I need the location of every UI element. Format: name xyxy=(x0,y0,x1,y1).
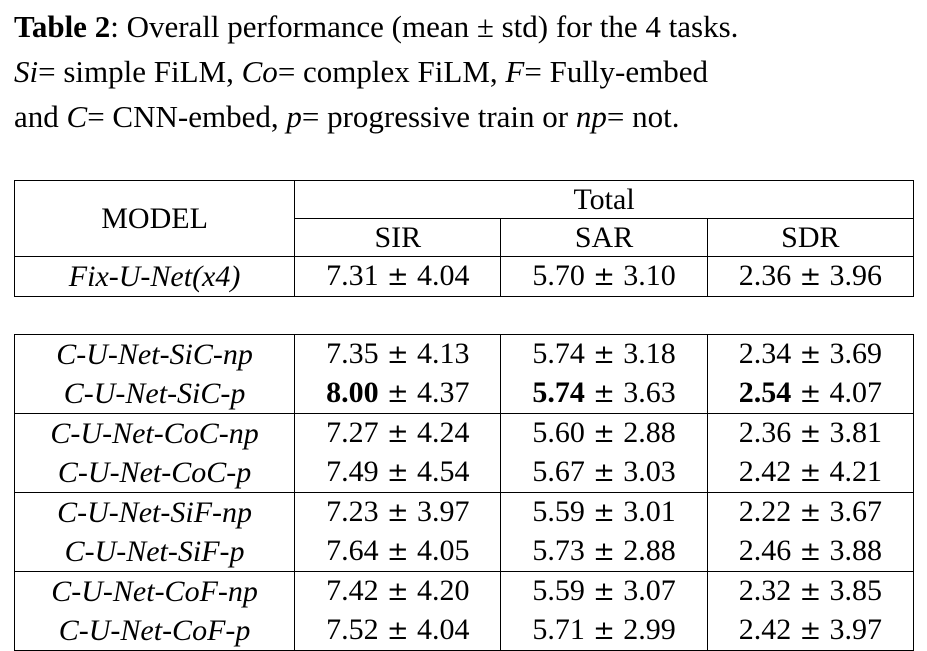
metric-cell xyxy=(501,611,707,651)
metric-std: 2.88 xyxy=(623,534,676,567)
caption-label: Table 2 xyxy=(14,9,111,44)
plus-minus-sign: ± xyxy=(791,379,830,409)
metric-std: 3.63 xyxy=(623,376,676,409)
metric-cell xyxy=(295,335,501,375)
results-table xyxy=(14,180,914,651)
metric-cell xyxy=(501,414,707,454)
model-name: C-U-Net-CoC-np xyxy=(15,414,295,454)
metric-cell xyxy=(295,493,501,533)
metric-mean: 2.36 xyxy=(738,259,792,292)
metric-std: 3.03 xyxy=(623,455,676,488)
plus-minus-sign: ± xyxy=(378,577,417,607)
metric-cell xyxy=(707,374,913,414)
metric-cell xyxy=(501,572,707,612)
metric-mean: 2.46 xyxy=(738,534,792,567)
metric-std: 4.07 xyxy=(829,376,883,409)
column-header-sar: SAR xyxy=(501,219,707,257)
table-row xyxy=(15,572,914,612)
metric-std: 3.88 xyxy=(829,534,883,567)
metric-cell xyxy=(295,257,501,297)
metric-mean: 8.00 xyxy=(326,376,379,409)
plus-minus-sign: ± xyxy=(584,537,624,567)
caption-line2-run: Co xyxy=(241,54,278,89)
metric-cell xyxy=(295,611,501,651)
plus-minus-sign: ± xyxy=(791,498,830,528)
metric-std: 3.85 xyxy=(829,574,883,607)
metric-mean: 5.59 xyxy=(532,574,585,607)
total-group-header: Total xyxy=(295,181,914,219)
model-name: Fix-U-Net(x4) xyxy=(15,257,295,297)
table-row xyxy=(15,414,914,454)
metric-cell xyxy=(707,532,913,572)
metric-mean: 7.42 xyxy=(326,574,379,607)
metric-std: 2.88 xyxy=(623,416,676,449)
caption-line3-run: and xyxy=(14,99,67,134)
metric-std: 3.10 xyxy=(623,259,676,292)
table-row xyxy=(15,493,914,533)
plus-minus-sign: ± xyxy=(791,616,830,646)
plus-minus-sign: ± xyxy=(791,262,830,292)
metric-std: 3.07 xyxy=(623,574,676,607)
caption-line3-run: p xyxy=(286,99,302,134)
metric-mean: 7.49 xyxy=(326,455,379,488)
caption-line2-run: Si xyxy=(14,54,39,89)
plus-minus-sign: ± xyxy=(791,458,830,488)
metric-cell xyxy=(707,453,913,493)
plus-minus-sign: ± xyxy=(378,262,417,292)
plus-minus-sign: ± xyxy=(584,262,624,292)
metric-std: 4.05 xyxy=(416,534,470,567)
metric-mean: 7.64 xyxy=(326,534,379,567)
caption-line2-run: F xyxy=(505,54,525,89)
plus-minus-sign: ± xyxy=(378,340,417,370)
plus-minus-sign: ± xyxy=(584,419,624,449)
plus-minus-sign: ± xyxy=(378,537,417,567)
metric-std: 3.01 xyxy=(623,495,676,528)
metric-cell xyxy=(707,611,913,651)
plus-minus-sign: ± xyxy=(584,616,624,646)
metric-mean: 2.36 xyxy=(738,416,792,449)
plus-minus-sign: ± xyxy=(584,458,624,488)
model-name: C-U-Net-SiC-p xyxy=(15,374,295,414)
metric-cell xyxy=(501,532,707,572)
metric-mean: 5.70 xyxy=(532,259,585,292)
plus-minus-sign: ± xyxy=(378,498,417,528)
model-name: C-U-Net-SiC-np xyxy=(15,335,295,375)
model-name: C-U-Net-SiF-p xyxy=(15,532,295,572)
metric-mean: 2.42 xyxy=(738,455,792,488)
caption-line3-run: C xyxy=(66,99,88,134)
metric-std: 4.24 xyxy=(416,416,470,449)
metric-mean: 2.32 xyxy=(738,574,792,607)
metric-mean: 5.71 xyxy=(532,613,585,646)
plus-minus-sign: ± xyxy=(584,577,624,607)
metric-cell xyxy=(501,374,707,414)
section-gap-cell xyxy=(15,297,914,335)
metric-mean: 5.73 xyxy=(532,534,585,567)
metric-cell xyxy=(295,572,501,612)
metric-cell xyxy=(501,453,707,493)
metric-mean: 2.54 xyxy=(738,376,792,409)
caption-line3-run: np xyxy=(575,99,607,134)
table-row xyxy=(15,257,914,297)
metric-mean: 5.67 xyxy=(532,455,585,488)
metric-cell xyxy=(295,453,501,493)
metric-mean: 5.74 xyxy=(532,337,585,370)
metric-cell xyxy=(295,414,501,454)
plus-minus-sign: ± xyxy=(791,537,830,567)
plus-minus-sign: ± xyxy=(584,498,624,528)
metric-mean: 5.60 xyxy=(532,416,585,449)
caption-line-3 xyxy=(14,94,914,139)
metric-std: 3.18 xyxy=(623,337,676,370)
metric-mean: 5.59 xyxy=(532,495,585,528)
metric-cell xyxy=(501,493,707,533)
metric-mean: 7.23 xyxy=(326,495,379,528)
plus-minus-sign: ± xyxy=(791,419,830,449)
metric-mean: 2.22 xyxy=(738,495,792,528)
caption-line-1-text: : Overall performance (mean ± std) for the 4 tasks. xyxy=(110,9,739,44)
metric-std: 3.97 xyxy=(829,613,883,646)
model-name: C-U-Net-CoF-np xyxy=(15,572,295,612)
plus-minus-sign: ± xyxy=(378,419,417,449)
model-name: C-U-Net-CoC-p xyxy=(15,453,295,493)
metric-mean: 7.35 xyxy=(326,337,379,370)
plus-minus-sign: ± xyxy=(378,616,417,646)
metric-std: 3.81 xyxy=(829,416,883,449)
metric-cell xyxy=(501,257,707,297)
metric-std: 4.04 xyxy=(416,259,470,292)
plus-minus-sign: ± xyxy=(378,379,417,409)
plus-minus-sign: ± xyxy=(791,577,830,607)
caption-line2-run: = simple FiLM, xyxy=(38,54,242,89)
metric-std: 4.04 xyxy=(416,613,470,646)
model-name: C-U-Net-SiF-np xyxy=(15,493,295,533)
caption-line3-run: = progressive train or xyxy=(301,99,576,134)
plus-minus-sign: ± xyxy=(584,379,624,409)
metric-mean: 7.52 xyxy=(326,613,379,646)
model-name: C-U-Net-CoF-p xyxy=(15,611,295,651)
metric-mean: 7.27 xyxy=(326,416,379,449)
plus-minus-sign: ± xyxy=(791,340,830,370)
metric-std: 4.54 xyxy=(416,455,470,488)
caption-line2-run: = Fully-embed xyxy=(524,54,708,89)
metric-cell xyxy=(707,257,913,297)
metric-std: 3.69 xyxy=(829,337,883,370)
metric-cell xyxy=(707,414,913,454)
metric-std: 3.96 xyxy=(829,259,883,292)
metric-std: 2.99 xyxy=(623,613,676,646)
plus-minus-sign: ± xyxy=(584,340,624,370)
section-gap xyxy=(15,297,914,335)
metric-cell xyxy=(295,374,501,414)
metric-mean: 5.74 xyxy=(532,376,585,409)
metric-mean: 2.42 xyxy=(738,613,792,646)
caption-line2-run: = complex FiLM, xyxy=(277,54,506,89)
metric-cell xyxy=(501,335,707,375)
table-row xyxy=(15,335,914,375)
metric-std: 4.37 xyxy=(416,376,470,409)
metric-cell xyxy=(707,335,913,375)
caption-line3-run: = not. xyxy=(606,99,680,134)
caption-line-2 xyxy=(14,49,914,94)
metric-cell xyxy=(707,572,913,612)
metric-cell xyxy=(295,532,501,572)
caption-line3-run: = CNN-embed, xyxy=(87,99,287,134)
model-column-header: MODEL xyxy=(15,181,295,257)
column-header-sir: SIR xyxy=(295,219,501,257)
metric-std: 4.13 xyxy=(416,337,470,370)
metric-std: 4.21 xyxy=(829,455,883,488)
caption-line-1 xyxy=(14,4,914,49)
table-caption xyxy=(14,4,914,139)
table-row xyxy=(15,374,914,414)
column-header-sdr: SDR xyxy=(707,219,913,257)
metric-std: 3.97 xyxy=(416,495,470,528)
metric-std: 3.67 xyxy=(829,495,883,528)
table-row xyxy=(15,453,914,493)
table-row xyxy=(15,611,914,651)
header-row-1 xyxy=(15,181,914,219)
metric-std: 4.20 xyxy=(416,574,470,607)
metric-mean: 7.31 xyxy=(326,259,379,292)
metric-mean: 2.34 xyxy=(738,337,792,370)
table-row xyxy=(15,532,914,572)
plus-minus-sign: ± xyxy=(378,458,417,488)
metric-cell xyxy=(707,493,913,533)
